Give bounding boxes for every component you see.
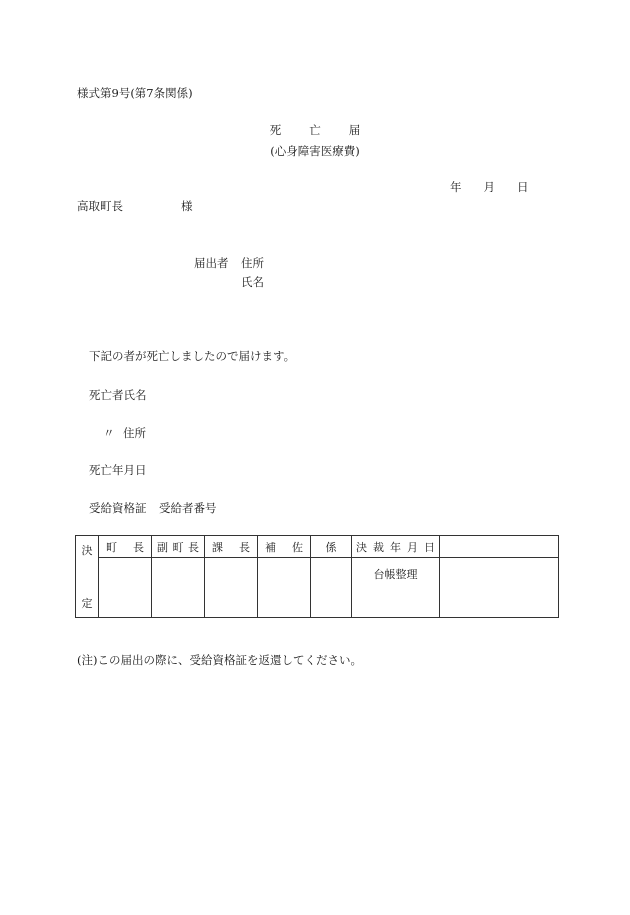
deceased-name-label: 死亡者氏名 bbox=[89, 388, 147, 402]
header-char: 長 bbox=[239, 540, 250, 554]
header-char: 月 bbox=[407, 540, 418, 554]
applicant-name-label: 氏名 bbox=[241, 275, 264, 289]
header-char: 裁 bbox=[373, 540, 384, 554]
deputy-mayor-seal-cell bbox=[152, 558, 205, 618]
decision-char: 決 bbox=[81, 544, 93, 557]
clerk-seal-cell bbox=[311, 558, 352, 618]
approval-date-header bbox=[352, 536, 440, 558]
header-char: 町 bbox=[172, 540, 184, 554]
header-char: 決 bbox=[356, 540, 367, 554]
date-line bbox=[450, 179, 529, 195]
header-char: 係 bbox=[325, 540, 337, 554]
death-date-label: 死亡年月日 bbox=[89, 463, 147, 477]
document-title bbox=[0, 122, 630, 138]
document-subtitle: (心身障害医療費) bbox=[270, 144, 360, 158]
assistant-seal-cell bbox=[258, 558, 311, 618]
mayor-header bbox=[99, 536, 152, 558]
applicant-label: 届出者 bbox=[194, 256, 229, 270]
day-label: 日 bbox=[517, 180, 529, 194]
addressee-name: 高取町長 bbox=[77, 199, 123, 213]
clerk-header bbox=[311, 536, 352, 558]
section-chief-header bbox=[205, 536, 258, 558]
empty-body-cell bbox=[440, 558, 559, 618]
title-char: 死 bbox=[269, 123, 282, 137]
month-label: 月 bbox=[483, 180, 495, 194]
deputy-mayor-header bbox=[152, 536, 205, 558]
assistant-header bbox=[258, 536, 311, 558]
header-char: 課 bbox=[212, 540, 223, 554]
addressee-honorific: 様 bbox=[181, 199, 193, 213]
header-char: 長 bbox=[133, 540, 144, 554]
addressee bbox=[77, 198, 193, 214]
form-number: 様式第9号(第7条関係) bbox=[77, 86, 193, 100]
header-char: 補 bbox=[265, 540, 276, 554]
ditto-mark: 〃 bbox=[103, 426, 115, 440]
ledger-cell bbox=[352, 558, 440, 618]
applicant-address-label: 住所 bbox=[241, 256, 264, 270]
approval-table bbox=[75, 535, 559, 618]
section-chief-seal-cell bbox=[205, 558, 258, 618]
header-char: 長 bbox=[188, 540, 199, 554]
footnote: (注)この届出の際に、受給資格証を返還してください。 bbox=[77, 653, 362, 667]
ledger-label: 台帳整理 bbox=[373, 568, 418, 581]
header-char: 日 bbox=[424, 540, 435, 554]
title-char: 届 bbox=[348, 123, 361, 137]
decision-char: 定 bbox=[81, 597, 93, 610]
title-char: 亡 bbox=[309, 123, 321, 137]
header-char: 副 bbox=[157, 540, 168, 554]
header-char: 佐 bbox=[292, 540, 303, 554]
deceased-address-label: 住所 bbox=[123, 426, 146, 440]
mayor-seal-cell bbox=[99, 558, 152, 618]
recipient-number-label: 受給者番号 bbox=[159, 501, 217, 515]
year-label: 年 bbox=[450, 180, 462, 194]
decision-cell bbox=[76, 536, 99, 618]
certificate-label: 受給資格証 bbox=[89, 501, 147, 515]
header-char: 町 bbox=[106, 540, 117, 554]
empty-header bbox=[440, 536, 559, 558]
header-char: 年 bbox=[390, 540, 401, 554]
statement-text: 下記の者が死亡しましたので届けます。 bbox=[89, 349, 296, 363]
